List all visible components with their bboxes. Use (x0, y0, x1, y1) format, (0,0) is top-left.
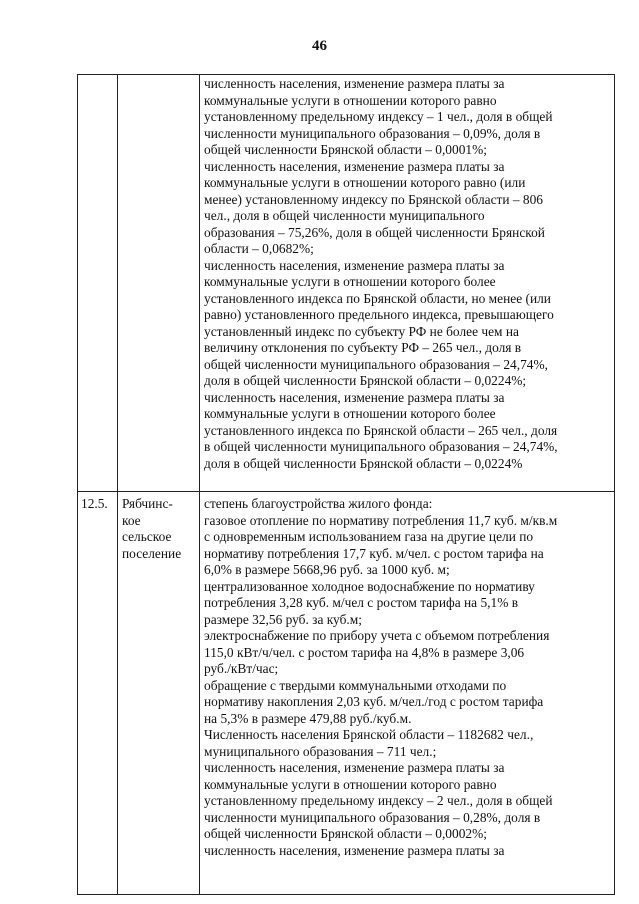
text-line: установленному предельному индексу – 2 чел., доля в общей (204, 793, 553, 808)
text-line: коммунальные услуги в отношении которого равно (204, 776, 497, 792)
text-line: степень благоустройства жилого фонда: (204, 496, 433, 511)
column-divider-2 (199, 75, 200, 894)
text-line: равно) установленного предельного индекса, превышающего (204, 307, 554, 322)
document-table (77, 74, 615, 895)
text-line: коммунальные услуги в отношении которого равно (204, 92, 497, 108)
text-line: коммунальные услуги в отношении которого более (204, 274, 496, 289)
text-line: газовое отопление по нормативу потребления 11,7 куб. м/кв.м (204, 512, 558, 528)
text-line: общей численности Брянской области – 0,0001%; (204, 142, 487, 157)
text-line: численность населения, изменение размера платы за (204, 158, 505, 174)
text-line: размере 32,56 руб. за куб.м; (204, 611, 362, 627)
continued-cell-text (204, 76, 614, 472)
text-line: численность населения, изменение размера платы за (204, 842, 505, 858)
text-line: установленный индекс по субъекту РФ не более чем на (204, 323, 519, 339)
text-line: 115,0 кВт/ч/чел. с ростом тарифа на 4,8% в размере 3,06 (204, 644, 525, 660)
settlement-name-line: сельское (122, 529, 172, 544)
text-line: установленному предельному индексу – 1 чел., доля в общей (204, 109, 553, 124)
row-divider (78, 491, 614, 492)
text-line: Численность населения Брянской области – 1182682 чел., (204, 727, 534, 742)
text-line: доля в общей численности Брянской области – 0,0224%; (204, 373, 527, 388)
settlement-name (122, 496, 197, 562)
page-number: 46 (312, 38, 327, 54)
text-line: муниципального образования – 711 чел.; (204, 743, 437, 759)
text-line: в общей численности муниципального образования – 24,74%, (204, 439, 558, 454)
text-line: численности муниципального образования – 0,09%, доля в (204, 125, 541, 141)
text-line: централизованное холодное водоснабжение по нормативу (204, 578, 535, 594)
text-line: установленного индекса по Брянской области, но менее (или (204, 290, 551, 306)
text-line: области – 0,0682%; (204, 241, 314, 256)
text-line: величину отклонения по субъекту РФ – 265 чел., доля в (204, 340, 522, 355)
text-line: обращение с твердыми коммунальными отходами по (204, 677, 507, 693)
text-line: общей численности Брянской области – 0,0002%; (204, 826, 487, 841)
text-line: электроснабжение по прибору учета с объемом потребления (204, 628, 550, 643)
text-line: коммунальные услуги в отношении которого равно (или (204, 175, 526, 190)
text-line: численности муниципального образования – 0,28%, доля в (204, 809, 541, 825)
settlement-name-line: Рябчинс- (122, 496, 173, 511)
text-line: чел., доля в общей численности муниципального (204, 208, 485, 223)
text-line: численность населения, изменение размера платы за (204, 389, 505, 405)
settlement-name-line: кое (122, 512, 141, 528)
text-line: численность населения, изменение размера платы за (204, 257, 505, 273)
row-number: 12.5. (81, 496, 108, 511)
text-line: руб./кВт/час; (204, 661, 279, 676)
text-line: нормативу накопления 2,03 куб. м/чел./год с ростом тарифа (204, 694, 544, 709)
text-line: доля в общей численности Брянской области – 0,0224% (204, 455, 523, 471)
text-line: установленного индекса по Брянской области – 265 чел., доля (204, 422, 558, 438)
text-line: потребления 3,28 куб. м/чел с ростом тарифа на 5,1% в (204, 595, 519, 610)
column-divider-1 (117, 75, 118, 894)
text-line: общей численности муниципального образования – 24,74%, (204, 356, 548, 372)
text-line: образования – 75,26%, доля в общей численности Брянской (204, 224, 545, 240)
text-line: менее) установленному индексу по Брянской области – 806 (204, 191, 544, 207)
text-line: численность населения, изменение размера платы за (204, 76, 505, 91)
text-line: коммунальные услуги в отношении которого более (204, 406, 496, 421)
settlement-name-line: поселение (122, 545, 182, 561)
text-line: численность населения, изменение размера платы за (204, 760, 505, 775)
row-description-text (204, 496, 614, 859)
text-line: 6,0% в размере 5668,96 руб. за 1000 куб. м; (204, 562, 450, 577)
text-line: нормативу потребления 17,7 куб. м/чел. с ростом тарифа на (204, 545, 544, 561)
text-line: на 5,3% в размере 479,88 руб./куб.м. (204, 710, 412, 726)
text-line: с одновременным использованием газа на другие цели по (204, 529, 534, 544)
